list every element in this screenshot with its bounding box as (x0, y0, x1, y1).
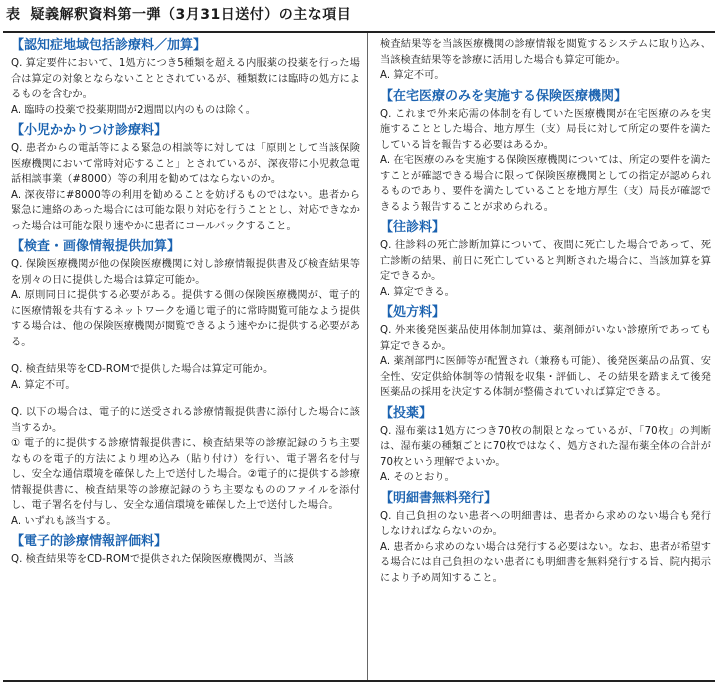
section-heading: 【電子的診療情報評価料】 (11, 534, 168, 549)
answer-text: A. 原則同日に提供する必要がある。提供する側の保険医療機関が、電子的に医療情報を共有するネットワークを通じ電子的に常時閲覧可能なよう提供する場合は、他の保険医療機関が閲覧できるよう速やかに提供する必要がある。 (11, 290, 360, 348)
section-heading: 【認知症地域包括診療料／加算】 (11, 38, 207, 53)
section-heading: 【処方料】 (380, 305, 446, 320)
question-text: Q. 往診料の死亡診断加算について、夜間に死亡した場合であって、死亡診断の結果、前日に死亡していると判断された場合に、当該加算を算定できるか。 (380, 240, 711, 282)
qa-section (11, 122, 360, 234)
question-text: Q. 検査結果等をCD-ROMで提供された保険医療機関が、当該 (11, 554, 294, 565)
answer-text: A. 算定不可。 (11, 379, 76, 391)
qa-section (11, 238, 360, 529)
question-text: Q. 患者からの電話等による緊急の相談等に対しては「原則として当該保険医療機関において常時対応すること」とされているが、深夜帯に小児救急電話相談事業（#8000）等の利用を勧めてはならないのか。 (11, 143, 360, 185)
table-title-text: 疑義解釈資料第一弾（3月31日送付）の主な項目 (30, 7, 352, 23)
body-text: 検査結果等を当該医療機関の診療情報を閲覧するシステムに取り込み、当該検査結果等を診療に活用した場合も算定可能か。 (380, 39, 711, 66)
answer-text: A. 算定不可。 (380, 70, 445, 81)
answer-text: A. 臨時の投薬で投薬期間が2週間以内のものは除く。 (11, 104, 256, 116)
answer-text: A. そのとおり。 (380, 472, 455, 483)
answer-text: A. 在宅医療のみを実施する保険医療機関については、所定の要件を満たすことが確認できる場合に限って保険医療機関としての指定が認められるものであり、要件を満たしていることを地方厚生（支）局長が確認できるよう報告することが求められる。 (380, 155, 711, 213)
section-heading: 【在宅医療のみを実施する保険医療機関】 (380, 88, 628, 104)
qa-section (380, 37, 711, 84)
qa-table (3, 31, 715, 682)
section-heading: 【明細書無料発行】 (380, 490, 498, 506)
qa-section (11, 533, 360, 568)
question-text: Q. 以下の場合は、電子的に送受される診療情報提供書に添付した場合に該当するか。 (11, 407, 360, 434)
answer-text: A. 深夜帯に#8000等の利用を勧めることを妨げるものではない。患者から緊急に連絡のあった場合には可能な限り対応を行うこととし、対応できなかった場合は可能な限り速やかに患者にコールバックすること。 (11, 189, 360, 232)
body-text: ① 電子的に提供する診療情報提供書に、検査結果等の診療記録のうち主要なものを電子的方法により埋め込み（貼り付け）を行い、電子署名を付与し、安全な通信環境を確保した上で送付した場合。②電子的に提供する診療情報提供書に、検査結果等の診療記録のうち主要なもののファイルを添付し、電子署名を付与し、安全な通信環境を確保した上で送付した場合。 (11, 438, 360, 511)
question-text: Q. これまで外来応需の体制を有していた医療機関が在宅医療のみを実施することとした場合、地方厚生（支）局長に対して所定の要件を満たしている旨を報告する必要はあるか。 (380, 108, 711, 151)
answer-text: A. 薬剤部門に医師等が配置され（兼務も可能）、後発医薬品の品質、安全性、安定供給体制等の情報を収集・評価し、その結果を踏まえて後発医薬品の採用を決定する体制が整備されていれば算定できる。 (380, 356, 711, 398)
question-text: Q. 保険医療機関が他の保険医療機関に対し診療情報提供書及び検査結果等を別々の日に提供した場合は算定可能か。 (11, 259, 360, 286)
qa-section (380, 219, 711, 300)
section-heading: 【往診料】 (380, 220, 446, 235)
question-text: Q. 湿布薬は1処方につき70枚の制限となっているが、「70枚」の判断は、湿布薬の種類ごとに70枚ではなく、処方された湿布薬全体の合計が70枚という理解でよいか。 (380, 425, 711, 468)
left-column (3, 33, 366, 680)
answer-text: A. いずれも該当する。 (11, 515, 117, 527)
answer-text: A. 患者から求めのない場合は発行する必要はない。なお、患者が希望する場合には自己負担のない患者にも明細書を無料発行する旨、院内掲示により予め周知すること。 (380, 541, 711, 584)
paragraph-gap (11, 393, 360, 405)
table-label: 表 (6, 7, 21, 23)
right-column (367, 33, 715, 680)
paragraph-gap (11, 350, 360, 362)
qa-section (380, 490, 711, 587)
section-heading: 【検査・画像情報提供加算】 (11, 239, 181, 254)
qa-section (380, 304, 711, 401)
qa-section (11, 37, 360, 118)
question-text: Q. 算定要件において、1処方につき5種類を超える内服薬の投薬を行った場合は算定の対象とならないこととされているが、種類数には臨時の処方によるものを含むか。 (11, 58, 360, 100)
question-text: Q. 検査結果等をCD-ROMで提供した場合は算定可能か。 (11, 364, 274, 375)
qa-section (380, 405, 711, 486)
section-heading: 【小児かかりつけ診療料】 (11, 123, 168, 138)
section-heading: 【投薬】 (380, 405, 433, 421)
question-text: Q. 外来後発医薬品使用体制加算は、薬剤師がいない診療所であっても算定できるか。 (380, 325, 711, 352)
answer-text: A. 算定できる。 (380, 286, 455, 298)
table-title (6, 4, 351, 24)
question-text: Q. 自己負担のない患者への明細書は、患者から求めのない場合も発行しなければならないのか。 (380, 510, 711, 537)
qa-section (380, 88, 711, 216)
